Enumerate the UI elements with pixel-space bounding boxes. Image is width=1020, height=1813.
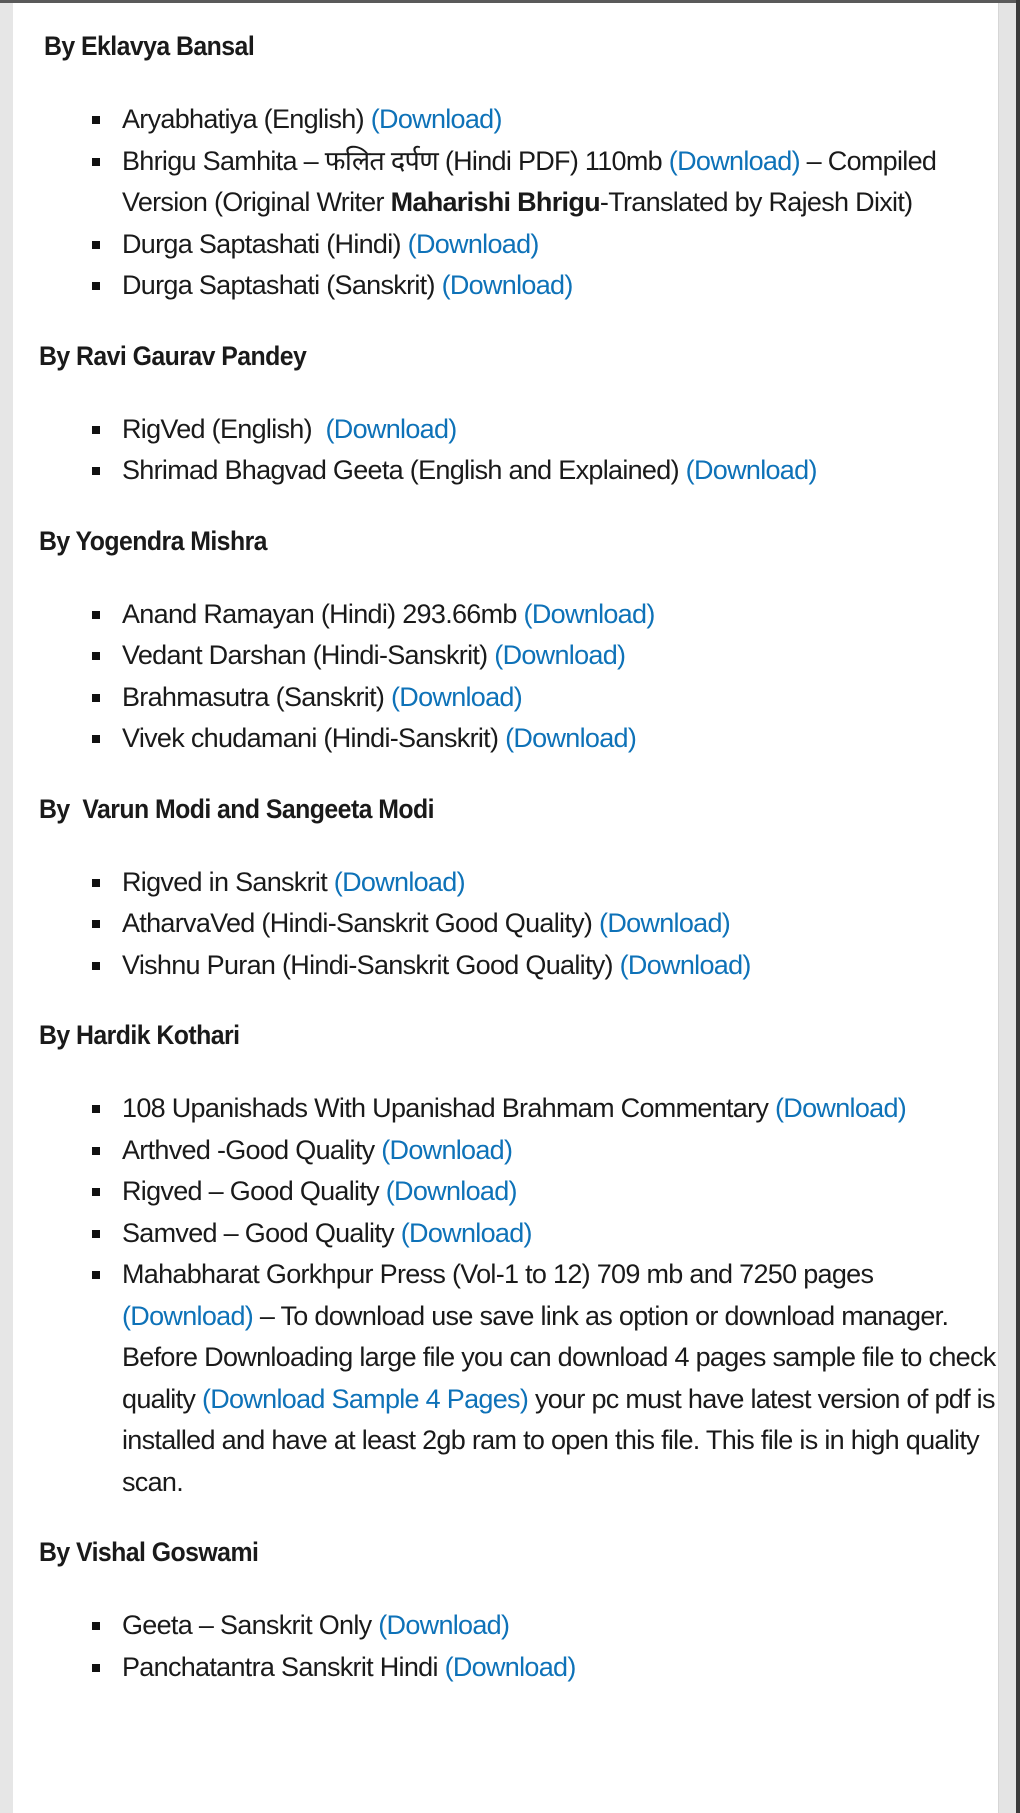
download-link[interactable]: (Download) [444,1651,576,1682]
item-text: AtharvaVed (Hindi-Sanskrit Good Quality) [122,908,600,938]
download-list [39,1088,998,1503]
list-item [39,1130,1002,1172]
item-text: Aryabhatiya (English) [122,104,371,134]
article-content [13,3,998,1813]
list-item [39,945,1002,987]
download-link[interactable]: (Download) [400,1217,532,1248]
download-link[interactable]: (Download) [385,1176,517,1206]
download-link[interactable]: (Download) [381,1134,513,1165]
download-list [39,594,998,760]
download-sample-link[interactable]: (Download Sample 4 Pages) [201,1383,529,1414]
section-title: By Hardik Kothari [39,1020,240,1050]
list-item [39,1647,1002,1689]
item-text: Anand Ramayan (Hindi) 293.66mb [122,598,524,629]
section-hardik-kothari [39,1018,998,1503]
item-text: – Compiled Version (Original Writer [122,145,937,217]
item-text: Vishnu Puran (Hindi-Sanskrit Good Quality) [122,949,620,980]
list-item [39,1254,1002,1503]
list-item [39,1213,1002,1255]
download-link[interactable]: (Download) [441,270,573,300]
download-link[interactable]: (Download) [378,1610,510,1640]
item-text: 108 Upanishads With Upanishad Brahmam Commentary [122,1093,776,1123]
item-text: Vedant Darshan (Hindi-Sanskrit) [122,640,495,670]
download-list [39,409,998,492]
download-list [39,1605,998,1688]
item-text: Durga Saptashati (Hindi) [122,228,408,259]
list-item [39,1171,1002,1213]
item-text: Brahmasutra (Sanskrit) [122,681,391,712]
list-item [39,862,1002,904]
section-eklavya-bansal [39,29,998,307]
scrollbar-track[interactable] [998,3,1017,1813]
section-varun-sangeeta-modi [39,792,998,987]
download-link[interactable]: (Download) [122,1300,254,1331]
item-text: Panchatantra Sanskrit Hindi [122,1651,445,1682]
item-text: your pc must have latest version of pdf is installed and have at least 2gb ram to open this file. This file is in high quality scan. [122,1383,995,1497]
item-text: Mahabharat Gorkhpur Press (Vol-1 to 12) 709 mb and 7250 pages [122,1259,874,1289]
list-item [39,224,1002,266]
item-text: Vivek chudamani (Hindi-Sanskrit) [122,723,506,753]
download-link[interactable]: (Download) [599,908,731,938]
list-item [39,409,1002,451]
item-text: Rigved in Sanskrit [122,866,334,897]
download-link[interactable]: (Download) [325,413,457,444]
download-list [39,99,998,307]
list-item [39,141,1002,224]
item-text: Geeta – Sanskrit Only [122,1610,379,1640]
download-link[interactable]: (Download) [390,681,523,712]
section-title: By Varun Modi and Sangeeta Modi [39,793,435,824]
item-text: Samved – Good Quality [122,1217,401,1248]
download-link[interactable]: (Download) [333,866,465,897]
list-item [39,99,1002,141]
download-link[interactable]: (Download) [685,455,817,485]
list-item [39,1088,1002,1130]
download-list [39,862,998,987]
item-text: RigVed (English) [122,413,326,444]
section-yogendra-mishra [39,524,998,760]
list-item [39,1605,1002,1647]
section-title: By Eklavya Bansal [44,31,255,61]
section-vishal-goswami [39,1535,998,1688]
section-title: By Vishal Goswami [39,1537,259,1567]
item-text: Shrimad Bhagvad Geeta (English and Explained) [122,455,686,485]
list-item [39,677,1002,719]
list-item [39,265,1002,307]
download-link[interactable]: (Download) [505,723,637,753]
section-title: By Yogendra Mishra [39,525,267,556]
download-link[interactable]: (Download) [523,598,655,629]
window-right-border [1016,0,1020,1813]
list-item [39,635,1002,677]
list-item [39,903,1002,945]
item-text: Bhrigu Samhita – फलित दर्पण (Hindi PDF) 110mb [122,145,669,176]
download-link[interactable]: (Download) [619,949,751,980]
author-name: Maharishi Bhrigu [390,187,600,217]
list-item [39,594,1002,636]
item-text: Rigved – Good Quality [122,1176,386,1206]
download-link[interactable]: (Download) [407,228,539,259]
section-ravi-gaurav-pandey [39,339,998,492]
section-title: By Ravi Gaurav Pandey [39,340,307,371]
item-text: – To download use save link as option or download manager. Before Downloading large file you can download 4 pages sample file to check quality [122,1300,996,1414]
item-text: Durga Saptashati (Sanskrit) [122,270,442,300]
download-link[interactable]: (Download) [494,640,626,670]
item-text: Arthved -Good Quality [122,1134,382,1165]
download-link[interactable]: (Download) [775,1093,907,1123]
list-item [39,718,1002,760]
list-item [39,450,1002,492]
download-link[interactable]: (Download) [370,104,502,134]
item-text: -Translated by Rajesh Dixit) [599,187,913,217]
download-link[interactable]: (Download) [668,145,800,176]
